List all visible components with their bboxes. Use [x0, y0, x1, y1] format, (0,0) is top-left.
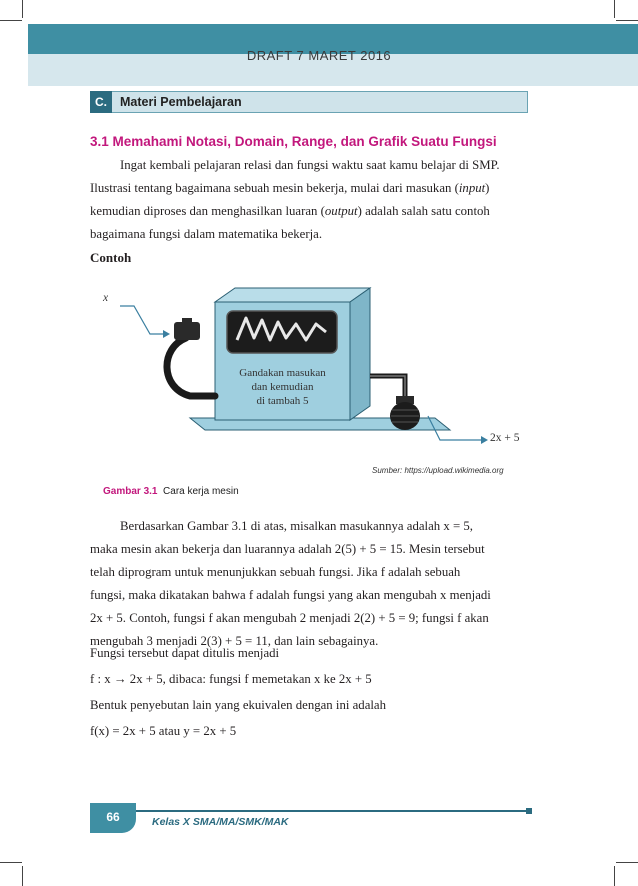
- footer-rule-end: [526, 808, 532, 814]
- machine-side: [350, 288, 370, 420]
- body-line: Fungsi tersebut dapat ditulis menjadi: [90, 646, 280, 660]
- body-line: mengubah 3 menjadi 2(3) + 5 = 11, dan lain sebagainya.: [90, 634, 379, 648]
- body-line: telah diprogram untuk menunjukkan sebuah fungsi. Jika f adalah sebuah: [90, 565, 461, 579]
- footer-rule: [90, 810, 530, 812]
- body-paragraph: [90, 515, 530, 653]
- crop-mark: [0, 20, 22, 21]
- page-number: 66: [90, 803, 136, 833]
- body-line: fungsi, maka dikatakan bahwa f adalah fungsi yang akan mengubah x menjadi: [90, 588, 491, 602]
- crop-mark: [614, 0, 615, 18]
- book-title: Kelas X SMA/MA/SMK/MAK: [152, 816, 289, 828]
- crop-mark: [616, 862, 638, 863]
- function-equation: f(x) = 2x + 5 atau y = 2x + 5: [90, 724, 237, 738]
- section-title: Materi Pembelajaran: [120, 95, 242, 109]
- input-plug: [174, 322, 200, 340]
- intro-paragraph: [90, 154, 530, 246]
- intro-line: Ingat kembali pelajaran relasi dan fungsi waktu saat kamu belajar di SMP.: [120, 158, 500, 172]
- output-arrow-head: [481, 436, 488, 444]
- draft-label: DRAFT 7 MARET 2016: [246, 48, 392, 63]
- function-notation: f : x → 2x + 5, dibaca: fungsi f memetakan x ke 2x + 5: [90, 672, 372, 686]
- intro-line: Ilustrasi tentang bagaimana sebuah mesin bekerja, mulai dari masukan (input): [90, 181, 490, 195]
- output-label: 2x + 5: [490, 432, 520, 444]
- crop-mark: [616, 20, 638, 21]
- machine-text: Gandakan masukan dan kemudian di tambah 5: [239, 367, 326, 407]
- subsection-title: 3.1 Memahami Notasi, Domain, Range, dan Grafik Suatu Fungsi: [90, 134, 497, 149]
- input-arrow: [120, 306, 168, 334]
- body-line: Bentuk penyebutan lain yang ekuivalen dengan ini adalah: [90, 698, 387, 712]
- input-arrow-head: [163, 330, 170, 338]
- machine-top: [215, 288, 370, 302]
- input-label: x: [103, 292, 109, 304]
- body-line: maka mesin akan bekerja dan luarannya adalah 2(5) + 5 = 15. Mesin tersebut: [90, 542, 485, 556]
- crop-mark: [614, 866, 615, 886]
- example-heading: Contoh: [90, 250, 132, 265]
- body-line: 2x + 5. Contoh, fungsi f akan mengubah 2 menjadi 2(2) + 5 = 9; fungsi f akan: [90, 611, 489, 625]
- body-line: Berdasarkan Gambar 3.1 di atas, misalkan masukannya adalah x = 5,: [120, 519, 473, 533]
- crop-mark: [0, 862, 22, 863]
- output-cable: [370, 376, 405, 398]
- intro-line: kemudian diproses dan menghasilkan luaran (output) adalah salah satu contoh: [90, 204, 490, 218]
- crop-mark: [22, 0, 23, 18]
- input-cable: [167, 338, 215, 396]
- section-letter: C.: [90, 91, 112, 113]
- intro-line: bagaimana fungsi dalam matematika bekerja.: [90, 227, 323, 241]
- crop-mark: [22, 866, 23, 886]
- figure-source: Sumber: https://upload.wikimedia.org: [372, 466, 504, 475]
- figure-caption: Gambar 3.1 Cara kerja mesin: [103, 486, 239, 497]
